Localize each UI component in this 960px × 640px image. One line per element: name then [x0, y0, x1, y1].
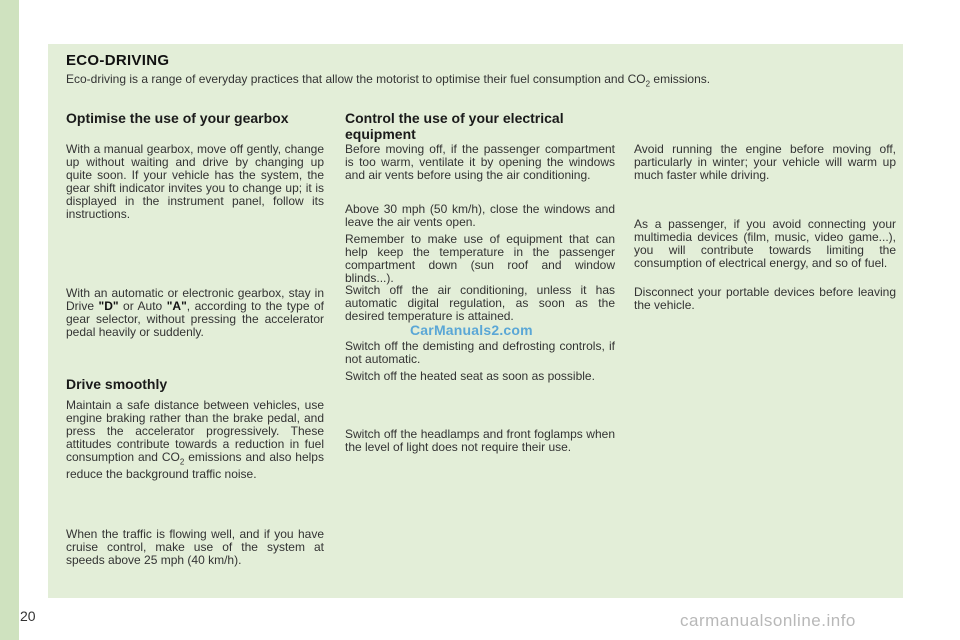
para-above-30mph: Above 30 mph (50 km/h), close the windows and leave the air vents open. [345, 202, 615, 229]
para-avoid-running-engine: Avoid running the engine before moving off, particularly in winter; your vehicle will warm up much faster while driving. [634, 142, 896, 182]
para-before-moving-off: Before moving off, if the passenger compartment is too warm, ventilate it by opening the windows and air vents before using the air conditioning. [345, 142, 615, 182]
para-manual-gearbox: With a manual gearbox, move off gently, change up without waiting and drive by changing up quite soon. If your vehicle has the system, the gear shift indicator invites you to change up; it is displayed in the instrument panel, follow its instructions. [66, 142, 324, 221]
footer-watermark: carmanualsonline.info [680, 611, 856, 630]
heading-electrical-equipment: Control the use of your electrical equipment [345, 110, 564, 142]
para-equipment: Remember to make use of equipment that can help keep the temperature in the passenger compartment down (sun roof and window blinds...). [345, 232, 615, 285]
heading-gearbox: Optimise the use of your gearbox [66, 110, 289, 126]
intro-text: Eco-driving is a range of everyday practices that allow the motorist to optimise their fuel consumption and $CO_2$ emissions. [66, 72, 711, 89]
left-color-band [0, 0, 19, 640]
para-multimedia: As a passenger, if you avoid connecting your multimedia devices (film, music, video game...), you will contribute towards limiting the consumption of electrical energy, and so of fuel. [634, 217, 896, 270]
page-number: 20 [20, 608, 36, 624]
para-safe-distance: Maintain a safe distance between vehicles, use engine braking rather than the brake pedal, and press the accelerator progressively. These attitudes contribute towards a reduction in fuel consumption and $CO_2$ emissions and also helps reduce the background traffic noise. [66, 398, 324, 482]
heading-drive-smoothly: Drive smoothly [66, 376, 168, 392]
watermark-link[interactable]: CarManuals2.com [410, 322, 533, 338]
para-automatic-gearbox: With an automatic or electronic gearbox, stay in Drive "D" or Auto "A", according to the type of gear selector, without pressing the accelerator pedal heavily or suddenly. [66, 286, 324, 339]
para-cruise-control: When the traffic is flowing well, and if you have cruise control, make use of the system at speeds above 25 mph (40 km/h). [66, 527, 324, 567]
para-air-conditioning: Switch off the air conditioning, unless it has automatic digital regulation, as soon as the desired temperature is attained. [345, 283, 615, 323]
page-title: ECO-DRIVING [66, 52, 170, 69]
para-demisting: Switch off the demisting and defrosting controls, if not automatic. [345, 339, 615, 366]
para-portable-devices: Disconnect your portable devices before leaving the vehicle. [634, 285, 896, 312]
para-headlamps: Switch off the headlamps and front foglamps when the level of light does not require their use. [345, 427, 615, 454]
para-heated-seat: Switch off the heated seat as soon as possible. [345, 369, 595, 383]
